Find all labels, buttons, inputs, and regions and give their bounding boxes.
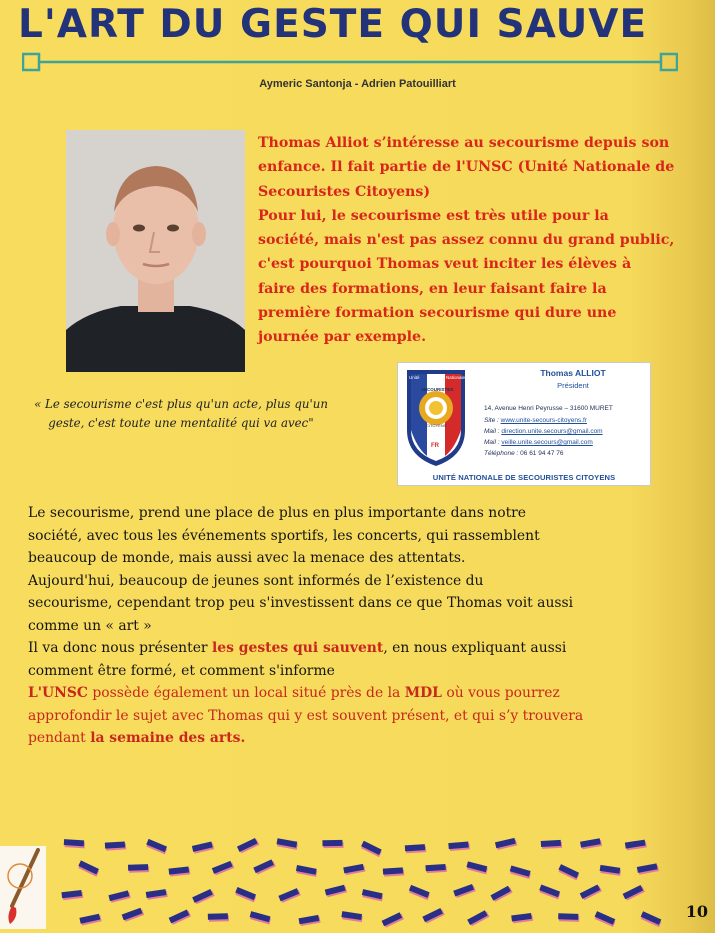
body-line — [28, 727, 688, 750]
intro-line: faire des formations, en leur faisant faire la — [258, 280, 607, 297]
shield-ring-text: SECOURISTES — [421, 387, 454, 392]
text-span: où vous pourrez — [441, 685, 560, 701]
confetti-piece — [637, 863, 659, 875]
confetti-piece — [64, 839, 85, 848]
mail-link[interactable]: direction.unite.secours@gmail.com — [501, 428, 603, 435]
text-span: Il va donc nous présenter — [28, 640, 212, 656]
shield-label-left: Unité — [409, 375, 420, 380]
intro-line: société, mais n'est pas assez connu du grand public, — [258, 232, 675, 249]
confetti-piece — [360, 841, 382, 857]
intro-line: c'est pourquoi Thomas veut inciter les élèves à — [258, 256, 632, 273]
page-number: 10 — [685, 902, 708, 921]
card-phone — [484, 450, 564, 457]
body-line — [28, 637, 688, 660]
body-line: comment être formé, et comment s'informe — [28, 662, 335, 679]
body-line: Le secourisme, prend une place de plus en plus importante dans notre — [28, 505, 527, 521]
business-card — [397, 362, 651, 486]
text-span: possède également un local situé près de la — [87, 685, 405, 701]
confetti-piece — [495, 838, 517, 851]
unsc-shield-logo — [405, 368, 467, 468]
confetti-piece — [422, 908, 444, 924]
confetti-piece — [322, 840, 343, 848]
mail-label: Mail : — [484, 439, 500, 446]
confetti-piece — [169, 866, 191, 876]
confetti-piece — [145, 839, 167, 854]
confetti-piece — [580, 884, 602, 901]
highlight-semaine: la semaine des arts. — [90, 730, 246, 746]
confetti-piece — [235, 887, 257, 902]
shield-fr: FR — [431, 443, 439, 449]
intro-line: journée par exemple. — [258, 329, 427, 346]
confetti-piece — [146, 889, 168, 900]
highlight-gestes: les gestes qui sauvent — [212, 640, 384, 656]
intro-line: première formation secourisme qui dure une — [258, 305, 617, 322]
confetti-piece — [558, 864, 580, 880]
body-line — [28, 682, 688, 705]
card-address: 14, Avenue Henri Peyrusse – 31600 MURET — [484, 405, 613, 412]
intro-line: Pour lui, le secourisme est très utile pour la — [258, 207, 609, 224]
site-label: Site : — [484, 417, 499, 424]
confetti-piece — [539, 885, 561, 900]
confetti-piece — [466, 861, 488, 874]
confetti-piece — [77, 860, 99, 876]
quote-line: geste, c'est toute une mentalité qui va avec" — [48, 416, 314, 430]
confetti-piece — [580, 838, 602, 850]
confetti-piece — [448, 841, 470, 851]
confetti-piece — [408, 885, 430, 900]
body-line: secourisme, cependant trop peu s'investissent dans ce que Thomas voit aussi — [28, 595, 574, 611]
confetti-piece — [208, 913, 229, 921]
card-footer: UNITÉ NATIONALE DE SECOURISTES CITOYENS — [432, 473, 616, 482]
confetti-piece — [640, 911, 662, 927]
intro-line: Thomas Alliot s’intéresse au secourisme depuis son — [258, 135, 670, 151]
confetti-piece — [192, 841, 214, 853]
body-line: Aujourd'hui, beaucoup de jeunes sont informés de l’existence du — [28, 572, 484, 589]
highlight-unsc: L'UNSC — [28, 685, 88, 701]
confetti-piece — [625, 839, 647, 850]
confetti-piece — [467, 910, 489, 927]
pull-quote — [22, 395, 340, 433]
title-divider — [22, 52, 678, 72]
confetti-piece — [509, 866, 531, 879]
confetti-piece — [623, 885, 645, 901]
shield-label-right: Nationale — [446, 375, 466, 380]
confetti-piece — [237, 838, 259, 854]
body-line: comme un « art » — [28, 617, 152, 634]
confetti-piece — [325, 885, 347, 898]
body-line: société, avec tous les événements sportifs, les concerts, qui rassemblent — [28, 527, 540, 544]
mail-link[interactable]: veille.unite.secours@gmail.com — [501, 439, 593, 446]
confetti-piece — [108, 890, 130, 903]
phone-label: Téléphone : — [484, 450, 519, 457]
intro-line: enfance. Il fait partie de l'UNSC (Unité Nationale de — [258, 159, 675, 176]
confetti-piece — [296, 865, 318, 877]
confetti-piece — [169, 909, 191, 925]
confetti-piece — [128, 864, 149, 873]
confetti-piece — [558, 913, 579, 922]
phone-number: 06 61 94 47 76 — [520, 450, 564, 457]
highlight-mdl: MDL — [404, 685, 442, 701]
card-mail-2 — [484, 439, 593, 446]
card-mail-1 — [484, 428, 603, 435]
confetti-piece — [425, 864, 446, 873]
arts-logo — [0, 846, 46, 929]
article-body — [28, 502, 688, 750]
text-span: , en nous expliquant aussi — [383, 640, 567, 656]
body-line: approfondir le sujet avec Thomas qui y est souvent présent, et qui s’y trouvera — [28, 707, 584, 724]
quote-line: « Le secourisme c'est plus qu'un acte, plus qu'un — [34, 397, 328, 411]
authors: Aymeric Santonja - Adrien Patouilliart — [259, 78, 456, 90]
confetti-piece — [599, 865, 621, 876]
confetti-piece — [276, 838, 298, 850]
portrait-photo — [66, 130, 245, 372]
confetti-piece — [253, 859, 275, 875]
confetti-piece — [278, 888, 300, 903]
confetti-piece — [61, 890, 83, 900]
confetti-piece — [299, 915, 321, 926]
confetti-piece — [405, 844, 426, 853]
shield-ring-bottom: CITOYENS — [426, 423, 447, 428]
site-link[interactable]: www.unite-secours-citoyens.fr — [500, 417, 587, 424]
intro-paragraph — [258, 131, 698, 350]
confetti-piece — [453, 884, 475, 899]
confetti-piece — [490, 885, 512, 902]
mail-label: Mail : — [484, 428, 500, 435]
confetti-decoration — [60, 830, 680, 929]
confetti-piece — [192, 889, 214, 905]
confetti-piece — [511, 913, 533, 924]
confetti-piece — [341, 911, 363, 922]
confetti-piece — [361, 889, 383, 901]
confetti-piece — [382, 912, 404, 928]
confetti-piece — [383, 867, 404, 876]
intro-line: Secouristes Citoyens) — [258, 183, 431, 200]
body-line: beaucoup de monde, mais aussi avec la menace des attentats. — [28, 550, 466, 566]
confetti-piece — [594, 911, 616, 927]
text-span: pendant — [28, 730, 91, 746]
confetti-piece — [249, 911, 271, 924]
confetti-piece — [105, 841, 126, 850]
page-title: L'ART DU GESTE QUI SAUVE — [18, 2, 648, 47]
card-name: Thomas ALLIOT — [540, 368, 606, 378]
confetti-piece — [343, 864, 365, 876]
confetti-piece — [212, 860, 234, 875]
confetti-piece — [541, 840, 562, 849]
confetti-piece — [79, 913, 101, 925]
confetti-piece — [122, 907, 144, 922]
card-site — [484, 417, 587, 424]
card-role: Président — [557, 381, 589, 390]
